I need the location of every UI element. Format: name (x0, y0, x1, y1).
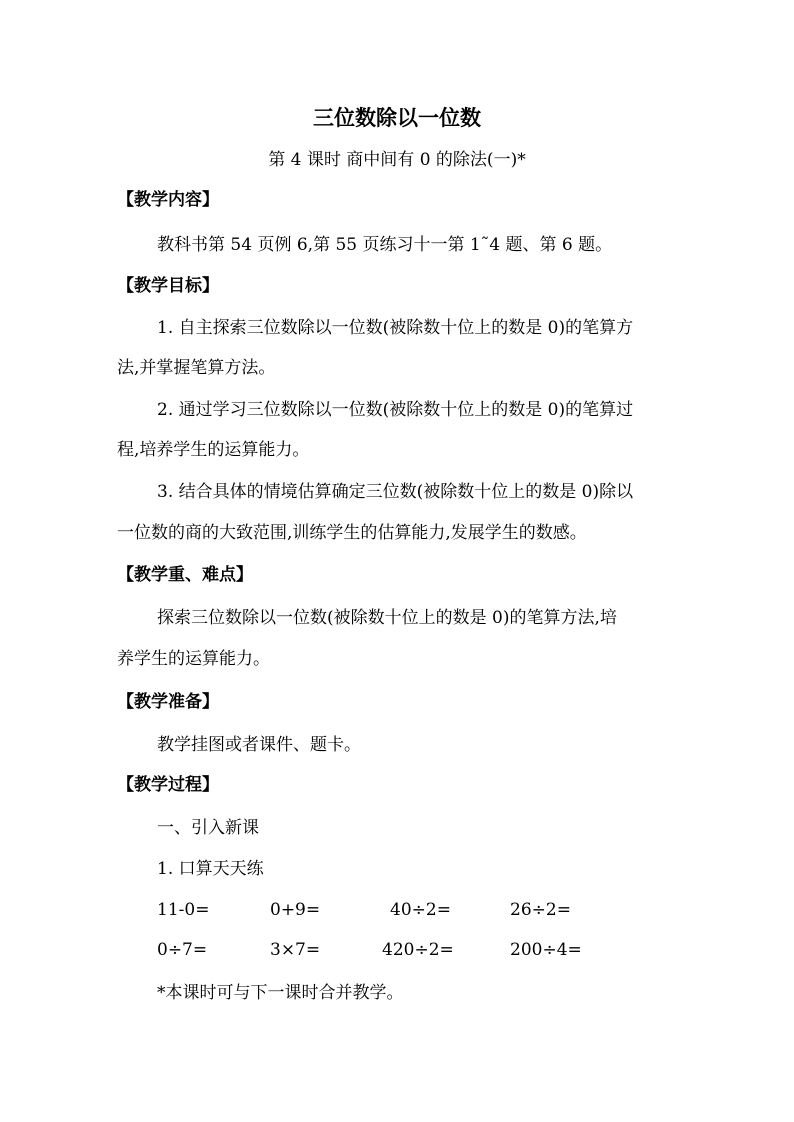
goal-3-line-1: 3. 结合具体的情境估算确定三位数(被除数十位上的数是 0)除以 (157, 482, 634, 502)
mental-math-item: 3×7= (270, 940, 321, 960)
mental-math-item: 0+9= (270, 900, 321, 920)
mental-math-item: 11-0= (157, 900, 210, 920)
key-points-line-2: 养学生的运算能力。 (117, 649, 270, 669)
document-title: 三位数除以一位数 (313, 106, 481, 130)
content-text: 教科书第 54 页例 6,第 55 页练习十一第 1˜4 题、第 6 题。 (157, 235, 613, 255)
process-sub-1: 1. 口算天天练 (157, 859, 264, 879)
goal-2-line-1: 2. 通过学习三位数除以一位数(被除数十位上的数是 0)的笔算过 (157, 400, 634, 420)
preparation-text: 教学挂图或者课件、题卡。 (157, 735, 361, 755)
section-heading-key-points: 【教学重、难点】 (117, 565, 253, 585)
footnote: *本课时可与下一课时合并教学。 (157, 983, 404, 1003)
goal-1-line-1: 1. 自主探索三位数除以一位数(被除数十位上的数是 0)的笔算方 (157, 318, 634, 338)
section-heading-content: 【教学内容】 (117, 190, 219, 210)
section-heading-process: 【教学过程】 (117, 775, 219, 795)
mental-math-item: 0÷7= (157, 940, 208, 960)
section-heading-preparation: 【教学准备】 (117, 692, 219, 712)
key-points-line-1: 探索三位数除以一位数(被除数十位上的数是 0)的笔算方法,培 (157, 608, 617, 628)
goal-3-line-2: 一位数的商的大致范围,训练学生的估算能力,发展学生的数感。 (117, 523, 587, 543)
lesson-subtitle: 第 4 课时 商中间有 0 的除法(一)* (268, 150, 526, 170)
mental-math-item: 26÷2= (510, 900, 571, 920)
goal-2-line-2: 程,培养学生的运算能力。 (117, 440, 310, 460)
process-step-1: 一、引入新课 (157, 818, 259, 838)
section-heading-goals: 【教学目标】 (117, 276, 219, 296)
goal-1-line-2: 法,并掌握笔算方法。 (117, 358, 276, 378)
mental-math-item: 200÷4= (510, 940, 582, 960)
mental-math-item: 40÷2= (390, 900, 451, 920)
mental-math-item: 420÷2= (382, 940, 454, 960)
